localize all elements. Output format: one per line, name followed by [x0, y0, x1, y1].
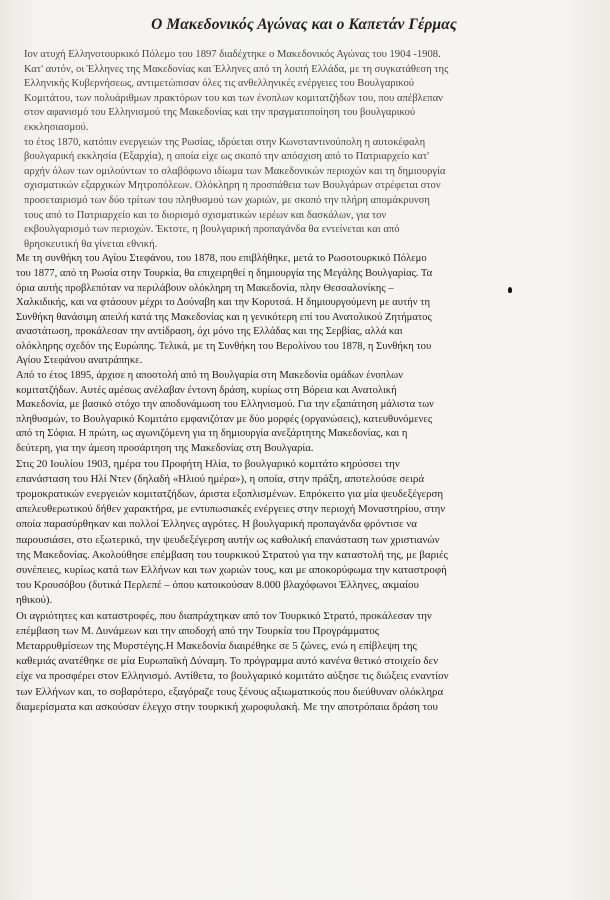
paragraph-6: Οι αγριότητες και καταστροφές, που διαπράχτηκαν από τον Τουρκικό Στρατό, προκάλεσαν την επέμβαση των Μ. Δυνάμεων και την αποδοχή από την Τουρκία του Προγράμματος Μεταρρυθμίσεων της Μυρστέγης.Η Μακεδονία διαιρέθηκε σε 5 ζώνες, ενώ η επίβλεψη της καθεμιάς ανατέθηκε σε μία Ευρωπαϊκή Δύναμη. Το πρόγραμμα αυτό κανένα θετικό στοιχείο δεν είχε να προσφέρει στον Ελληνισμό. Αντίθετα, το βουλγαρικό κομιτάτο αύξησε τις διώξεις εναντίον των Ελλήνων και, το σοβαρότερο, εξαγόραζε τους ξένους αξιωματικούς που διεύθυναν ολόκληρα διαμερίσματα και ασκούσαν έλεγχο στην τουρκική χωροφυλακή. Με την αποτρόπαια δράση του [16, 609, 449, 713]
document-title: Ο Μακεδονικός Αγώνας και ο Καπετάν Γέρμας [151, 16, 457, 33]
document-body [14, 48, 594, 715]
paragraph-4: Από το έτος 1895, άρχισε η αποστολή από τη Βουλγαρία στη Μακεδονία ομάδων ένοπλων κομιτατζήδων. Αυτές αμέσως ανέλαβαν έντονη δράση, κυρίως στη Βόρεια και Ανατολική Μακεδονία, με βασικό στόχο την αποδυνάμωση του Ελληνισμού. Για την εξαπάτηση μάλιστα των πληθυσμών, το Βουλγαρικό Κομιτάτο εμφανιζόταν με δύο μορφές (οργανώσεις), κατευθυνόμενες από τη Σόφια. Η πρώτη, ως αγωνιζόμενη για τη δημιουργία ανεξάρτητης Μακεδονίας, και η δεύτερη, για την άμεση προσάρτηση της Μακεδονίας στη Βουλγαρία. [16, 370, 434, 455]
paragraph-2: το έτος 1870, κατόπιν ενεργειών της Ρωσίας, ιδρύεται στην Κωνσταντινούπολη η αυτοκέφαλη βουλγαρική εκκλησία (Εξαρχία), η οποία είχε ως σκοπό την απόσχιση από το Πατριαρχείο κατ' αρχήν όλων των ομιλούντων το σλαβόφωνο ιδίωμα των Μακεδονικών περιοχών και τη δημιουργία σχισματικών εξαρχικών Μητροπόλεων. Ολόκληρη η προσπάθεια των Βουλγάρων στρέφεται στον προσεταιρισμό των δύο τρίτων του πληθυσμού των χωριών, με σκοπό την πλήρη απομάκρυνση τους από το Πατριαρχείο και το διορισμό σχισματικών ιερέων και δασκάλων, για τον εκβουλγαρισμό των περιοχών. Έκτοτε, η βουλγαρική προπαγάνδα θα εντείνεται και από θρησκευτική θα γίνεται εθνική. [24, 136, 446, 250]
paragraph-1: Ιον ατυχή Ελληνοτουρκικό Πόλεμο του 1897 διαδέχτηκε ο Μακεδονικός Αγώνας του 1904 -1908. Κατ' αυτόν, οι Έλληνες της Μακεδονίας και Έλληνες από τη λοιπή Ελλάδα, με τη συγκατάθεση της Ελληνικής Κυβερνήσεως, αντιμετώπισαν όλες τις ανθελληνικές ενέργειες του Βουλγαρικού Κομιτάτου, των πολυάριθμων πρακτόρων του και των ένοπλων κομιτατζήδων του, που απέβλεπαν στον αφανισμό του Ελληνισμού της Μακεδονίας και την πραγματοποίηση του βουλγαρικού εκκλησιασμού. [24, 49, 449, 133]
paragraph-5: Στις 20 Ιουλίου 1903, ημέρα του Προφήτη Ηλία, το βουλγαρικό κομιτάτο κηρύσσει την επανάσταση του Ηλί Ντεν (δηλαδή «Ηλιού ημέρα»), η οποία, στην πράξη, αποτελούσε σειρά τρομοκρατικών ενεργειών κομιτατζήδων, άριστα εξοπλισμένων. Επρόκειτο για μία ψευδεξέγερση απελευθερωτικού δήθεν χαρακτήρα, με εντυπωσιακές ενέργειες στην περιοχή Μοναστηρίου, στην οποία παρασύρθηκαν και πολλοί Έλληνες αγρότες. Η βουλγαρική προπαγάνδα φρόντισε να παρουσιάσει, στο εξωτερικό, την ψευδεξέγερση αυτήν ως καθολική επανάσταση των χριστιανών της Μακεδονίας. Ακολούθησε επέμβαση του τουρκικού Στρατού για την καταστολή της, με βαριές συνέπειες, κυρίως κατά των Ελλήνων και των χωριών τους, και με αποκορύφωμα την καταστροφή του Κρουσόβου (δυτικά Περλεπέ – όπου κατοικούσαν 8.000 βλαχόφωνοι Έλληνες, ακμαίου ηθικού). [16, 457, 448, 607]
paragraph-3: Με τη συνθήκη του Αγίου Στεφάνου, του 1878, που επιβλήθηκε, μετά το Ρωσοτουρκικό Πόλεμο του 1877, από τη Ρωσία στην Τουρκία, θα επιχειρηθεί η δημιουργία της Μεγάλης Βουλγαρίας. Τα όρια αυτής προβλεπόταν να περιλάβουν ολόκληρη τη Μακεδονία, πλην Θεσσαλονίκης – Χαλκιδικής, και να φτάσουν μέχρι το Δούναβη και την Κορυτσά. Η δημιουργούμενη με αυτήν τη Συνθήκη θανάσιμη απειλή κατά της Μακεδονίας και η γενικότερη επί του Ανατολικού Ζητήματος αναστάτωση, προκάλεσαν την αντίδραση, όχι μόνο της Ελλάδας και της Σερβίας, αλλά και ολόκληρης σχεδόν της Ευρώπης. Τελικά, με τη Συνθήκη του Βερολίνου του 1878, η Συνθήκη του Αγίου Στεφάνου ανατράπηκε. [16, 253, 433, 367]
ink-dot-mark [508, 287, 512, 293]
